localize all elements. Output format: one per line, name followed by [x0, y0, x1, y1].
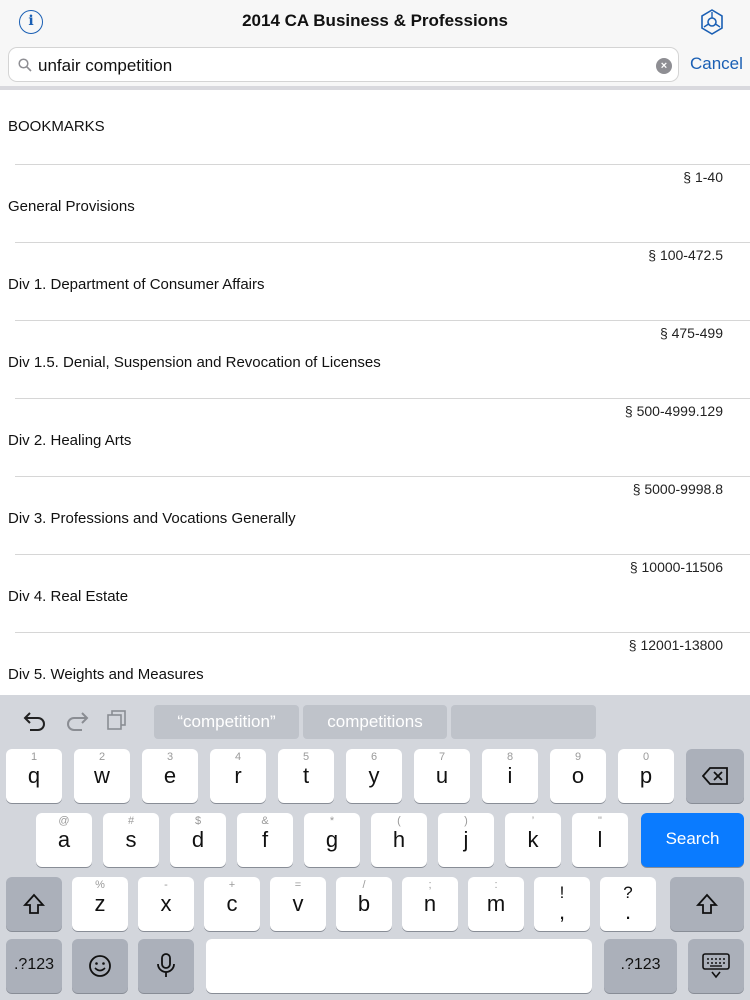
key-char: c [226, 891, 238, 916]
key-char: , [558, 899, 566, 924]
key-hint: 2 [98, 751, 106, 763]
suggestion-chip[interactable]: “competition” [154, 705, 299, 739]
key-char: b [357, 891, 371, 916]
key-char: n [423, 891, 437, 916]
numbers-button-label: .?123 [13, 956, 55, 973]
gear-icon[interactable] [698, 8, 726, 36]
list-item-label: General Provisions [8, 198, 135, 215]
key-hint: $ [194, 815, 202, 827]
clear-icon[interactable]: × [656, 58, 672, 74]
key-hint: * [329, 815, 335, 827]
key-hint: = [294, 879, 302, 891]
row-divider [15, 164, 750, 165]
key-n[interactable] [402, 877, 458, 931]
search-icon [18, 58, 32, 72]
key-p[interactable] [618, 749, 674, 803]
key-hint: @ [58, 815, 70, 827]
key-g[interactable] [304, 813, 360, 867]
key-x[interactable] [138, 877, 194, 931]
list-item[interactable] [0, 242, 750, 320]
numbers-button-label: .?123 [620, 956, 661, 973]
section-range: § 5000-9998.8 [632, 481, 723, 497]
backspace-button[interactable] [686, 749, 744, 803]
key-comma[interactable] [534, 877, 590, 931]
key-hint: : [494, 879, 498, 891]
key-y[interactable] [346, 749, 402, 803]
hide-keyboard-button[interactable] [688, 939, 744, 993]
key-o[interactable] [550, 749, 606, 803]
key-s[interactable] [103, 813, 159, 867]
list-item-label: Div 3. Professions and Vocations Generally [8, 510, 296, 527]
dictation-button[interactable] [138, 939, 194, 993]
cancel-button[interactable]: Cancel [690, 54, 743, 73]
shift-button-right[interactable] [670, 877, 744, 931]
key-char: . [624, 899, 632, 924]
row-divider [15, 242, 750, 243]
search-button-label: Search [665, 829, 720, 848]
shift-button-left[interactable] [6, 877, 62, 931]
search-bar [0, 44, 750, 86]
backspace-icon [702, 766, 730, 786]
section-range: § 1-40 [683, 169, 723, 185]
keyboard [0, 695, 750, 1000]
undo-icon[interactable] [22, 709, 48, 731]
key-char: i [507, 763, 513, 788]
key-t[interactable] [278, 749, 334, 803]
section-title: BOOKMARKS [8, 118, 105, 135]
key-char: d [191, 827, 205, 852]
page-title: 2014 CA Business & Professions [242, 11, 508, 30]
list-item-label: Div 4. Real Estate [8, 588, 129, 605]
key-hint: ’ [531, 815, 535, 827]
key-char: a [57, 827, 71, 852]
list-item-label: Div 2. Healing Arts [8, 432, 132, 449]
key-hint: 6 [370, 751, 378, 763]
key-m[interactable] [468, 877, 524, 931]
key-char: u [435, 763, 449, 788]
section-range: § 500-4999.129 [624, 403, 723, 419]
numbers-button-right[interactable] [604, 939, 677, 993]
list-item[interactable] [0, 320, 750, 398]
key-char: f [261, 827, 269, 852]
key-char: p [639, 763, 653, 788]
key-char: x [160, 891, 172, 916]
numbers-button-left[interactable] [6, 939, 62, 993]
info-icon[interactable]: i [19, 10, 43, 34]
section-range: § 10000-11506 [629, 559, 723, 575]
key-hint: + [228, 879, 236, 891]
list-item-label: Div 1.5. Denial, Suspension and Revocation of Licenses [8, 354, 381, 371]
key-char: j [463, 827, 469, 852]
key-w[interactable] [74, 749, 130, 803]
key-char: o [571, 763, 585, 788]
suggestion-chip[interactable] [451, 705, 596, 739]
key-hint: 8 [506, 751, 514, 763]
key-z[interactable] [72, 877, 128, 931]
search-query: unfair competition [38, 56, 173, 75]
navigation-bar [0, 0, 750, 44]
key-char: s [125, 827, 137, 852]
row-divider [15, 554, 750, 555]
microphone-icon [155, 952, 177, 980]
row-divider [15, 398, 750, 399]
space-bar[interactable] [206, 939, 592, 993]
key-b[interactable] [336, 877, 392, 931]
key-q[interactable] [6, 749, 62, 803]
key-period[interactable] [600, 877, 656, 931]
key-char: v [292, 891, 304, 916]
key-char: w [94, 763, 110, 788]
keyboard-icon [701, 952, 731, 980]
key-char: g [325, 827, 339, 852]
section-range: § 12001-13800 [628, 637, 723, 653]
list-item[interactable] [0, 164, 750, 242]
shift-icon [695, 892, 719, 916]
key-v[interactable] [270, 877, 326, 931]
key-hint: - [164, 879, 168, 891]
search-input[interactable] [8, 47, 679, 82]
key-e[interactable] [142, 749, 198, 803]
key-char: y [368, 763, 380, 788]
key-hint: ) [464, 815, 468, 827]
key-char: q [27, 763, 41, 788]
redo-icon[interactable] [64, 709, 90, 731]
search-button[interactable] [641, 813, 744, 867]
key-char: l [597, 827, 603, 852]
key-hint: & [261, 815, 269, 827]
key-char: z [94, 891, 106, 916]
key-l[interactable] [572, 813, 628, 867]
key-hint: % [95, 879, 105, 891]
emoji-button[interactable] [72, 939, 128, 993]
key-hint: / [362, 879, 366, 891]
key-hint: " [598, 815, 602, 827]
key-j[interactable] [438, 813, 494, 867]
list-item[interactable] [0, 398, 750, 476]
list-item-label: Div 5. Weights and Measures [8, 666, 204, 683]
key-hint: ; [428, 879, 432, 891]
key-char: m [486, 891, 506, 916]
list-item[interactable] [0, 476, 750, 554]
shift-icon [22, 892, 46, 916]
divider [0, 86, 750, 90]
key-char: h [392, 827, 406, 852]
key-k[interactable] [505, 813, 561, 867]
emoji-icon [88, 954, 112, 978]
key-hint: 9 [574, 751, 582, 763]
key-char: e [163, 763, 177, 788]
key-hint: ! [559, 883, 565, 902]
key-hint: 4 [234, 751, 242, 763]
paste-icon[interactable] [106, 709, 128, 731]
key-i[interactable] [482, 749, 538, 803]
key-hint: ( [397, 815, 401, 827]
key-char: t [302, 763, 310, 788]
key-f[interactable] [237, 813, 293, 867]
key-u[interactable] [414, 749, 470, 803]
key-c[interactable] [204, 877, 260, 931]
section-range: § 475-499 [659, 325, 723, 341]
key-r[interactable] [210, 749, 266, 803]
section-range: § 100-472.5 [648, 247, 723, 263]
key-hint: ? [623, 883, 633, 902]
key-hint: 5 [302, 751, 310, 763]
row-divider [15, 632, 750, 633]
key-char: r [234, 763, 242, 788]
key-hint: 0 [642, 751, 650, 763]
suggestion-chip[interactable]: competitions [303, 705, 447, 739]
key-hint: 3 [166, 751, 174, 763]
key-char: k [527, 827, 539, 852]
key-hint: 1 [30, 751, 38, 763]
list-item-label: Div 1. Department of Consumer Affairs [8, 276, 265, 293]
row-divider [15, 476, 750, 477]
key-hint: # [127, 815, 135, 827]
key-hint: 7 [438, 751, 446, 763]
list-item[interactable] [0, 554, 750, 632]
key-a[interactable] [36, 813, 92, 867]
key-d[interactable] [170, 813, 226, 867]
row-divider [15, 320, 750, 321]
key-h[interactable] [371, 813, 427, 867]
